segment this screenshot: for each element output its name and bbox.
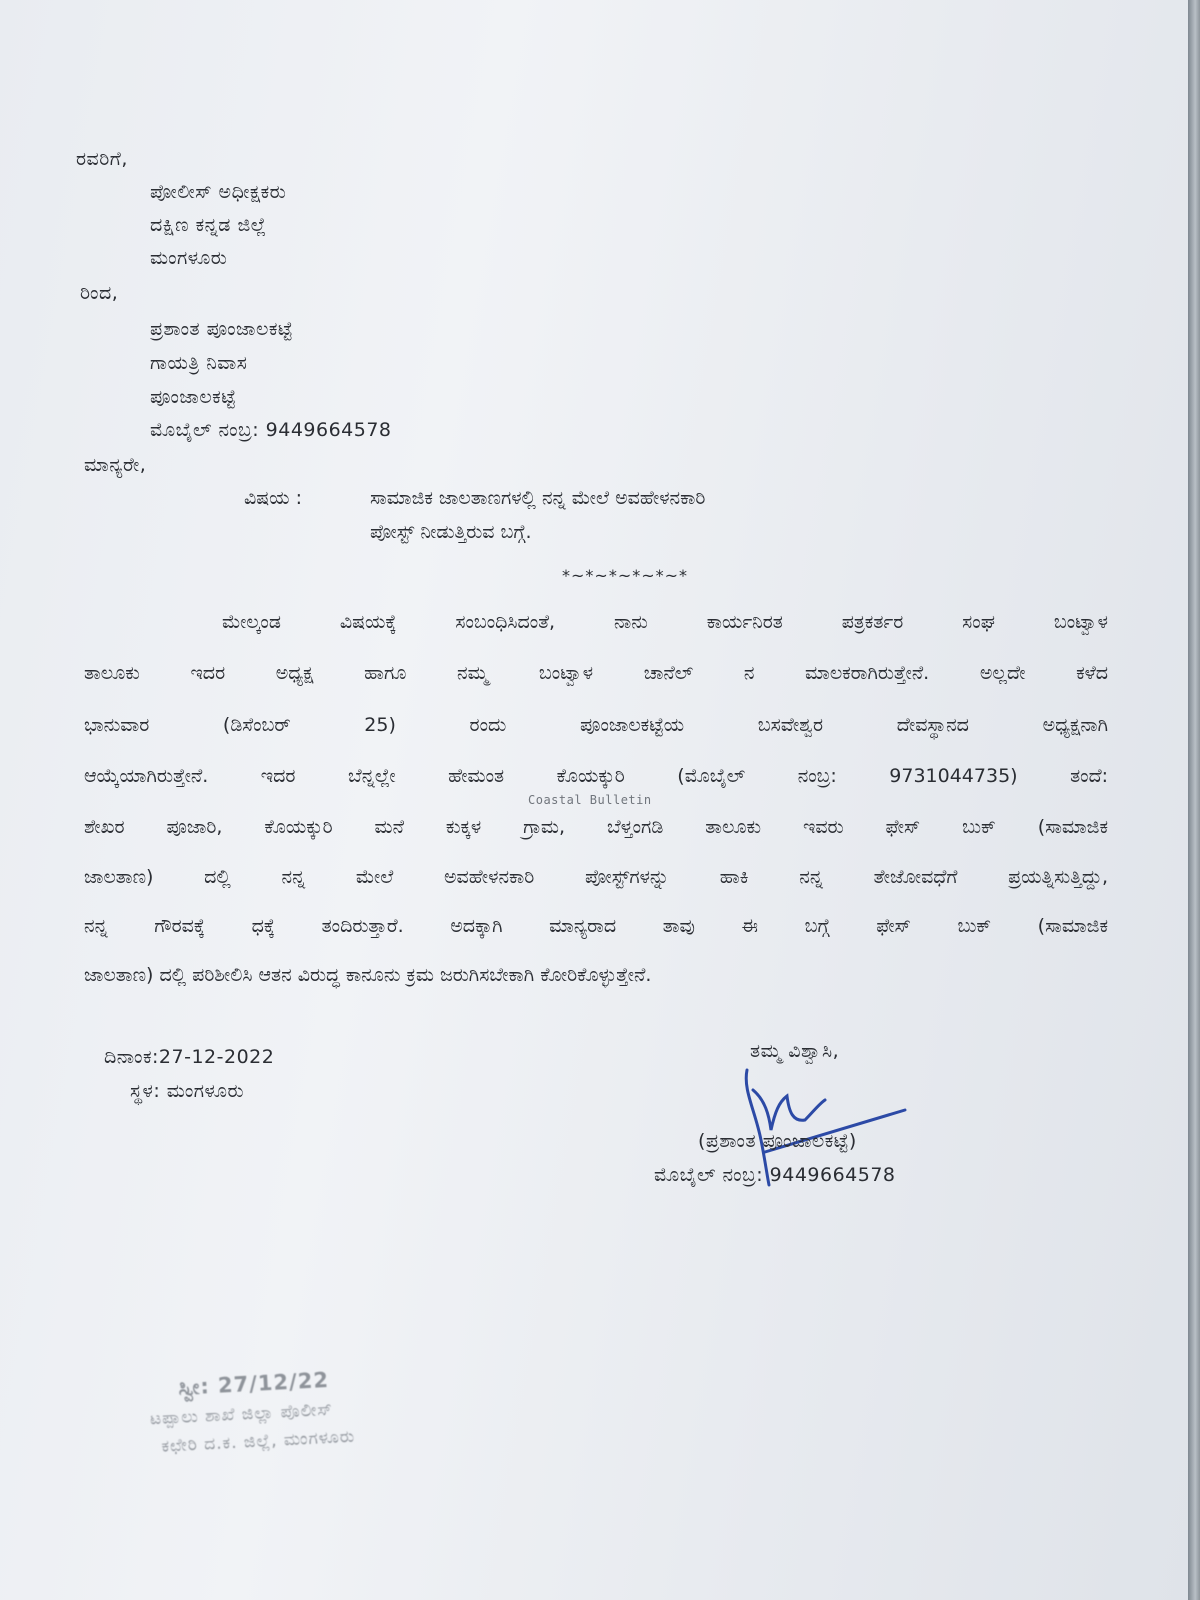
body-line: ನನ್ನ ಗೌರವಕ್ಕೆ ಧಕ್ಕೆ ತಂದಿರುತ್ತಾರೆ. ಅದಕ್ಕಾಗಿ ಮಾನ್ಯರಾದ ತಾವು ಈ ಬಗ್ಗೆ ಫೇಸ್ ಬುಕ್ (ಸಾಮಾಜಿಕ [84,915,1108,937]
separator: *~*~*~*~*~* [562,566,689,585]
body-line: ಜಾಲತಾಣ) ದಲ್ಲಿ ಪರಿಶೀಲಿಸಿ ಆತನ ವಿರುದ್ಧ ಕಾನೂನು ಕ್ರಮ ಜರುಗಿಸಬೇಕಾಗಿ ಕೋರಿಕೊಳ್ಳುತ್ತೇನೆ. [84,964,652,986]
recipient-line: ಪೋಲೀಸ್ ಅಧೀಕ್ಷಕರು [150,181,287,203]
recipient-line: ಮಂಗಳೂರು [150,247,228,269]
stamp-line: ಟಪ್ಪಾಲು ಶಾಖೆ ಜಿಲ್ಲಾ ಪೊಲೀಸ್ [149,1399,334,1430]
salutation-to: ರವರಿಗೆ, [76,148,128,170]
received-stamp [148,1363,432,1468]
stamp-line: ಸ್ವೀ: 27/12/22 [177,1367,330,1400]
body-line: ಮೇಲ್ಕಂಡ ವಿಷಯಕ್ಕೆ ಸಂಬಂಧಿಸಿದಂತೆ, ನಾನು ಕಾರ್ಯನಿರತ ಪತ್ರಕರ್ತರ ಸಂಘ ಬಂಟ್ವಾಳ [222,611,1108,633]
signer-name: (ಪ್ರಶಾಂತ ಪೂಂಜಾಲಕಟ್ಟೆ) [698,1130,857,1152]
body-line: ಜಾಲತಾಣ) ದಲ್ಲಿ ನನ್ನ ಮೇಲೆ ಅವಹೇಳನಕಾರಿ ಪೋಸ್ಟ್‌ಗಳನ್ನು ಹಾಕಿ ನನ್ನ ತೇಜೋವಧೆಗೆ ಪ್ರಯತ್ನಿಸುತ್ತಿದ್ದು, [84,866,1108,888]
body-line: ತಾಲೂಕು ಇದರ ಅಧ್ಯಕ್ಷ ಹಾಗೂ ನಮ್ಮ ಬಂಟ್ವಾಳ ಚಾನೆಲ್ ನ ಮಾಲಕರಾಗಿರುತ್ತೇನೆ. ಅಲ್ಲದೇ ಕಳೆದ [84,662,1108,684]
place: ಸ್ಥಳ: ಮಂಗಳೂರು [130,1080,245,1102]
page-edge [1188,0,1200,1600]
stamp-line: ಕಛೇರಿ ದ.ಕ. ಜಿಲ್ಲೆ, ಮಂಗಳೂರು [160,1426,356,1457]
recipient-line: ದಕ್ಷಿಣ ಕನ್ನಡ ಜಿಲ್ಲೆ [150,214,267,236]
salutation-from: ರಿಂದ, [80,282,119,304]
subject-line: ಪೋಸ್ಟ್ ನೀಡುತ್ತಿರುವ ಬಗ್ಗೆ. [370,521,532,543]
closing: ತಮ್ಮ ವಿಶ್ವಾಸಿ, [750,1040,840,1062]
body-line: ಆಯ್ಕೆಯಾಗಿರುತ್ತೇನೆ. ಇದರ ಬೆನ್ನಲ್ಲೇ ಹೇಮಂತ ಕೊಯಕ್ಕುರಿ (ಮೊಬೈಲ್ ನಂಬ್ರ: 9731044735) ತಂದೆ: [84,765,1108,787]
sender-line: ಪೂಂಜಾಲಕಟ್ಟೆ [150,386,237,408]
subject-line: ಸಾಮಾಜಿಕ ಜಾಲತಾಣಗಳಲ್ಲಿ ನನ್ನ ಮೇಲೆ ಅವಹೇಳನಕಾರಿ [370,487,706,509]
body-line: ಶೇಖರ ಪೂಜಾರಿ, ಕೊಯಕ್ಕುರಿ ಮನೆ ಕುಕ್ಕಳ ಗ್ರಾಮ, ಬೆಳ್ತಂಗಡಿ ತಾಲೂಕು ಇವರು ಫೇಸ್ ಬುಕ್ (ಸಾಮಾಜಿಕ [84,816,1108,838]
sender-line: ಪ್ರಶಾಂತ ಪೂಂಜಾಲಕಟ್ಟೆ [150,318,293,340]
greeting: ಮಾನ್ಯರೇ, [84,454,147,476]
date: ದಿನಾಂಕ:27-12-2022 [104,1046,275,1068]
subject-label: ವಿಷಯ : [244,487,302,509]
sender-mobile: ಮೊಬೈಲ್ ನಂಬ್ರ: 9449664578 [150,419,392,441]
watermark: Coastal Bulletin [528,793,652,807]
body-line: ಭಾನುವಾರ (ಡಿಸೆಂಬರ್ 25) ರಂದು ಪೂಂಜಾಲಕಟ್ಟೆಯ ಬಸವೇಶ್ವರ ದೇವಸ್ಥಾನದ ಅಧ್ಯಕ್ಷನಾಗಿ [84,714,1108,736]
sender-line: ಗಾಯತ್ರಿ ನಿವಾಸ [150,352,248,374]
signer-mobile: ಮೊಬೈಲ್ ನಂಬ್ರ: 9449664578 [654,1164,896,1186]
